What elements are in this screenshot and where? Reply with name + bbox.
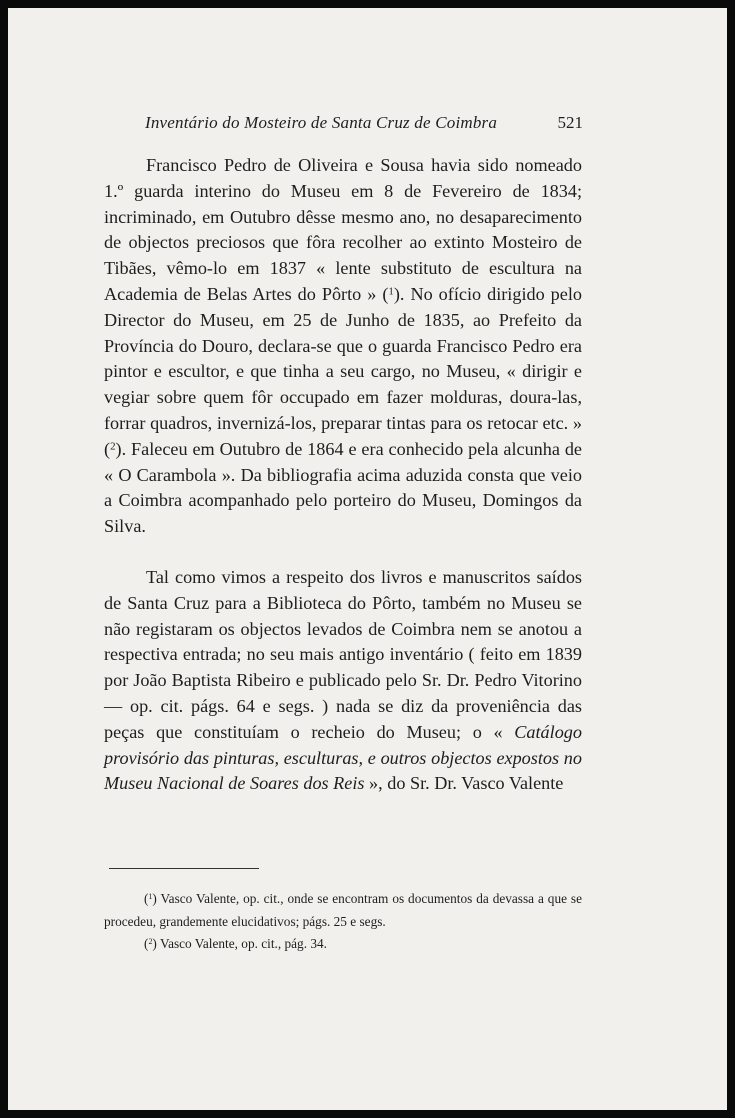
paragraph-2-part-2: », do Sr. Dr. Vasco Valente [364, 773, 564, 794]
footnote-2-mark: 2 [148, 937, 153, 947]
page-number: 521 [557, 113, 583, 132]
paragraph-1 [104, 153, 582, 540]
footnote-ref-1: 1 [388, 285, 394, 298]
body-text [104, 153, 582, 797]
footnote-1: ($^1$) Vasco Valente, op. cit., onde se encontram os documentos da devassa a que se procedeu, grandemente elucidativos; págs. 25 e segs. [104, 891, 583, 929]
book-page [8, 8, 727, 1110]
paragraph-1-part-3: ). Faleceu em Outubro de 1864 e era conhecido pela alcunha de « O Carambola ». Da bibliografia acima aduzida consta que veio a Coimbra acompanhado pelo porteiro do Museu, Domingos da Silva. [104, 438, 582, 537]
catalogue-title: Catálogo provisório das pinturas, esculturas, e outros objectos expostos no Museu Nacional de Soares dos Reis [104, 721, 582, 794]
footnote-ref-2: 2 [110, 440, 116, 453]
paragraph-2 [104, 565, 582, 797]
running-head [145, 111, 583, 135]
footnote-1-text: Vasco Valente, op. cit., onde se encontram os documentos da devassa a que se procedeu, grandemente elucidativos; págs. 25 e segs. [104, 891, 583, 929]
running-head-title: Inventário do Mosteiro de Santa Cruz de Coimbra [145, 113, 498, 132]
paragraph-1-part-2: ). No ofício dirigido pelo Director do Museu, em 25 de Junho de 1835, ao Prefeito da Província do Douro, declara-se que o guarda Francisco Pedro era pintor e escultor, e que tinha a seu cargo, no Museu, « dirigir e vegiar sobre quem fôr occupado em fazer molduras, doura-las, forrar quadros, invernizá-los, preparar tintas para os retocar etc. » ( [104, 283, 582, 459]
paragraph-1-part-1: Francisco Pedro de Oliveira e Sousa havia sido nomeado 1.º guarda interino do Museu em 8 de Fevereiro de 1834; incriminado, em Outubro dêsse mesmo ano, no desaparecimento de objectos preciosos que fôra recolher ao extinto Mosteiro de Tibães, vêmo-lo em 1837 « lente substituto de escultura na Academia de Belas Artes do Pôrto » ( [104, 155, 582, 304]
footnotes [104, 888, 582, 956]
footnote-2: ($^2$) Vasco Valente, op. cit., pág. 34. [144, 936, 327, 951]
paragraph-2-part-1: Tal como vimos a respeito dos livros e manuscritos saídos de Santa Cruz para a Biblioteca do Pôrto, também no Museu se não registaram os objectos levados de Coimbra nem se anotou a respectiva entrada; no seu mais antigo inventário ( feito em 1839 por João Baptista Ribeiro e publicado pelo Sr. Dr. Pedro Vitorino — op. cit. págs. 64 e segs. ) nada se diz da proveniência das peças que constituíam o recheio do Museu; o « [104, 566, 582, 742]
footnote-divider [109, 868, 259, 869]
footnote-1-mark: 1 [148, 892, 153, 902]
footnote-2-text: Vasco Valente, op. cit., pág. 34. [159, 936, 327, 951]
